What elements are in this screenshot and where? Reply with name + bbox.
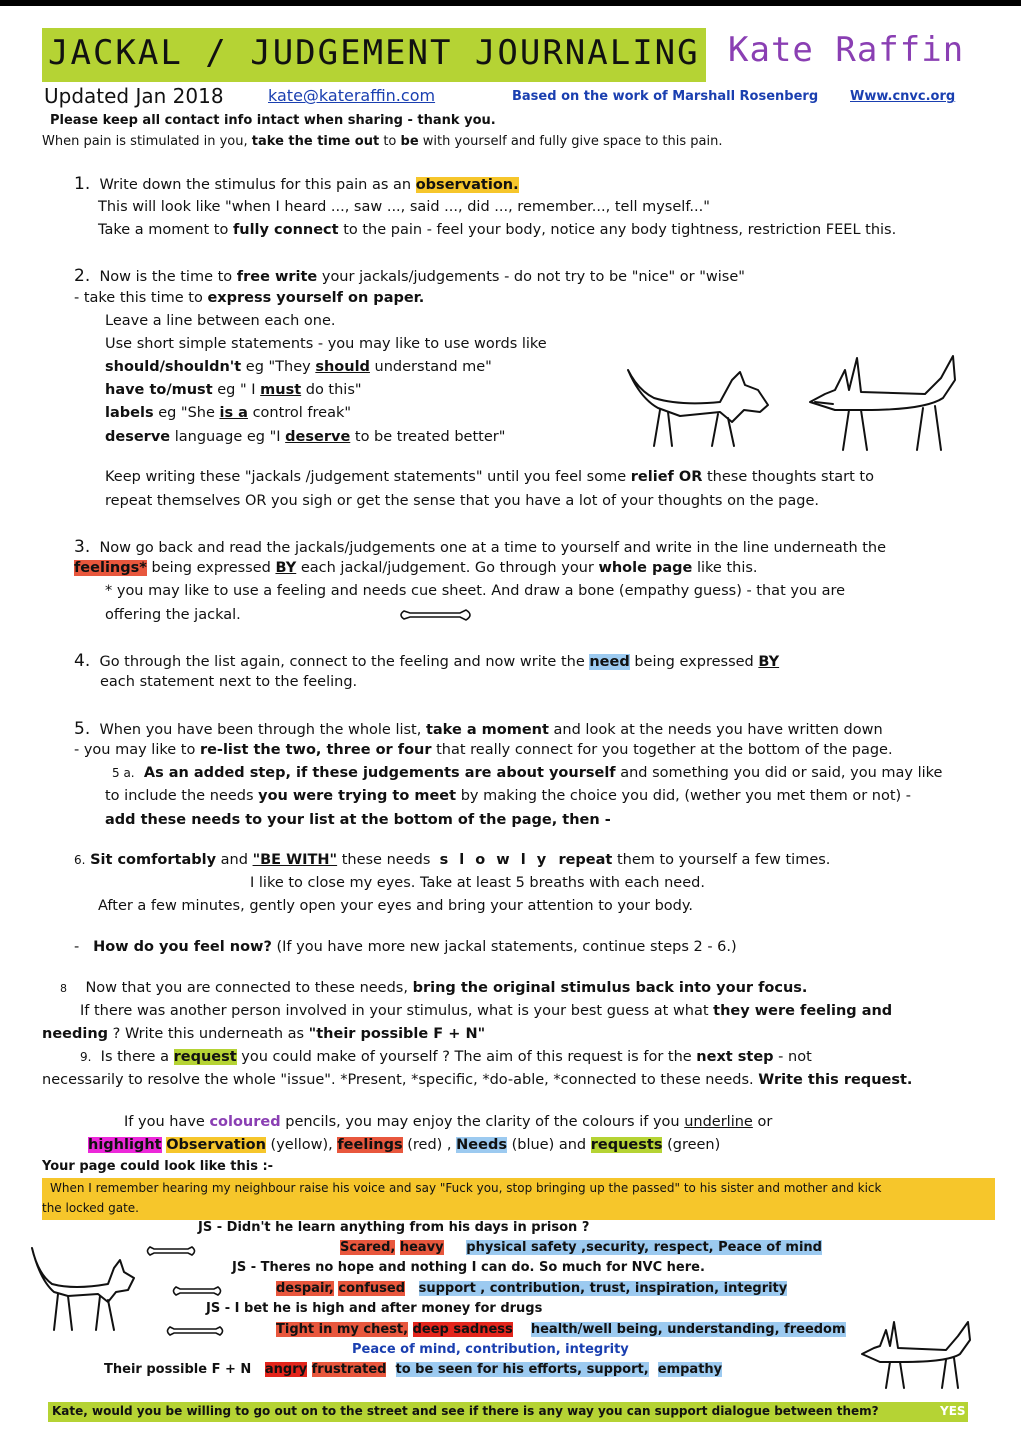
jackal-drawing-right (805, 350, 965, 455)
step3-line4: offering the jackal. (105, 607, 241, 623)
top-border (0, 0, 1021, 6)
example-fn-3: Tight in my chest, deep sadness health/well being, understanding, freedom (276, 1322, 846, 1337)
step7-line: - How do you feel now? (If you have more new jackal statements, continue steps 2 - 6.) (74, 939, 737, 955)
step2-should: should/shouldn't eg "They should understand me" (105, 359, 492, 375)
step5-line1: 5. When you have been through the whole list, take a moment and look at the needs you have written down (74, 719, 883, 739)
step8-line3: needing ? Write this underneath as "their possible F + N" (42, 1026, 486, 1042)
step1-line3: Take a moment to fully connect to the pain - feel your body, notice any body tightness, restriction FEEL this. (98, 222, 897, 238)
step1-line2: This will look like "when I heard ..., saw ..., said ..., did ..., remember..., tell myself..." (98, 199, 710, 215)
example-request: Kate, would you be willing to go out on to the street and see if there is any way you can support dialogue between them? (52, 1404, 879, 1418)
step3-line3: * you may like to use a feeling and needs cue sheet. And draw a bone (empathy guess) - that you are (105, 583, 846, 599)
example-yes: YES (940, 1404, 966, 1418)
step3-line1: 3. Now go back and read the jackals/judgements one at a time to yourself and write in the line underneath the (74, 537, 887, 557)
feelings-highlight: feelings* (74, 560, 147, 576)
author-name: Kate Raffin (728, 30, 965, 70)
example-their-fn: Their possible F + N angry frustrated to be seen for his efforts, support, empathy (104, 1362, 723, 1377)
website-link[interactable]: Www.cnvc.org (850, 89, 956, 104)
based-on: Based on the work of Marshall Rosenberg (512, 89, 819, 104)
step5-line4: to include the needs you were trying to meet by making the choice you did, (wether you met them or not) - (105, 788, 912, 804)
step6-line1: 6. Sit comfortably and "BE WITH" these needs s l o w l y repeat them to yourself a few times. (74, 852, 831, 868)
step6-line3: After a few minutes, gently open your eyes and bring your attention to your body. (98, 898, 693, 914)
bone-icon (144, 1244, 198, 1258)
colour-legend: highlight Observation (yellow), feelings (red) , Needs (blue) and requests (green) (88, 1137, 721, 1153)
step1-line1: 1. Write down the stimulus for this pain as an observation. (74, 174, 519, 194)
step5-line2: - you may like to re-list the two, three or four that really connect for you together at the bottom of the page. (74, 742, 893, 758)
step4-line2: each statement next to the feeling. (100, 674, 358, 690)
step2-line9: Keep writing these "jackals /judgement statements" until you feel some relief OR these thoughts start to (105, 469, 874, 485)
observation-highlight: observation. (415, 177, 519, 193)
step2-line2: - take this time to express yourself on paper. (74, 290, 425, 306)
example-jackal-2: JS - Theres no hope and nothing I can do. So much for NVC here. (232, 1260, 705, 1275)
step2-labels: labels eg "She is a control freak" (105, 405, 352, 421)
page-title: JACKAL / JUDGEMENT JOURNALING (48, 33, 700, 73)
step8-line2: If there was another person involved in your stimulus, what is your best guess at what they were feeling and (80, 1003, 893, 1019)
step9-line2: necessarily to resolve the whole "issue". *Present, *specific, *do-able, *connected to these needs. Write this request. (42, 1072, 913, 1088)
step2-must: have to/must eg " I must do this" (105, 382, 362, 398)
step2-line3: Leave a line between each one. (105, 313, 336, 329)
example-fn-1: Scared, heavy physical safety ,security, respect, Peace of mind (340, 1240, 822, 1255)
example-fn-3b: Peace of mind, contribution, integrity (352, 1342, 629, 1357)
example-fn-2: despair, confused support , contribution, trust, inspiration, integrity (276, 1281, 788, 1296)
need-highlight: need (589, 654, 630, 670)
highlight-label: highlight (88, 1137, 162, 1153)
jackal-drawing-left (620, 350, 770, 450)
bone-icon (170, 1284, 224, 1298)
step8-line1: 8 Now that you are connected to these needs, bring the original stimulus back into your focus. (60, 980, 808, 996)
step5-line5: add these needs to your list at the bottom of the page, then - (105, 812, 611, 828)
step2-line1: 2. Now is the time to free write your jackals/judgements - do not try to be "nice" or "wise" (74, 266, 745, 286)
example-intro: Your page could look like this :- (42, 1159, 274, 1174)
example-jackal-1: JS - Didn't he learn anything from his days in prison ? (198, 1220, 590, 1235)
intro-line: When pain is stimulated in you, take the time out to be with yourself and fully give space to this pain. (42, 134, 723, 149)
bone-icon (164, 1324, 226, 1338)
step2-line10: repeat themselves OR you sigh or get the sense that you have a lot of your thoughts on the page. (105, 493, 819, 509)
request-highlight: request (173, 1049, 237, 1065)
step2-deserve: deserve language eg "I deserve to be treated better" (105, 429, 506, 445)
email-link[interactable]: kate@kateraffin.com (268, 86, 436, 105)
step3-line2: feelings* being expressed BY each jackal/judgement. Go through your whole page like this. (74, 560, 758, 576)
step4-line1: 4. Go through the list again, connect to the feeling and now write the need being expressed BY (74, 651, 780, 671)
jackal-drawing-small-left (28, 1244, 138, 1334)
example-observation-line2: the locked gate. (42, 1201, 139, 1215)
jackal-drawing-small-right (858, 1318, 978, 1390)
step6-line2: I like to close my eyes. Take at least 5 breaths with each need. (250, 875, 705, 891)
step5-line3: 5 a. As an added step, if these judgements are about yourself and something you did or said, you may like (112, 765, 943, 781)
step2-line4: Use short simple statements - you may like to use words like (105, 336, 547, 352)
example-observation-line1: When I remember hearing my neighbour raise his voice and say "Fuck you, stop bringing up the passed" to his sister and mother and kick (50, 1181, 882, 1195)
colours-line1: If you have coloured pencils, you may enjoy the clarity of the colours if you underline or (124, 1114, 773, 1130)
keep-contact-note: Please keep all contact info intact when sharing - thank you. (50, 113, 496, 128)
example-jackal-3: JS - I bet he is high and after money for drugs (206, 1301, 543, 1316)
bone-icon (396, 606, 476, 624)
step9-line1: 9. Is there a request you could make of yourself ? The aim of this request is for the next step - not (80, 1049, 812, 1065)
updated-date: Updated Jan 2018 (44, 84, 224, 108)
